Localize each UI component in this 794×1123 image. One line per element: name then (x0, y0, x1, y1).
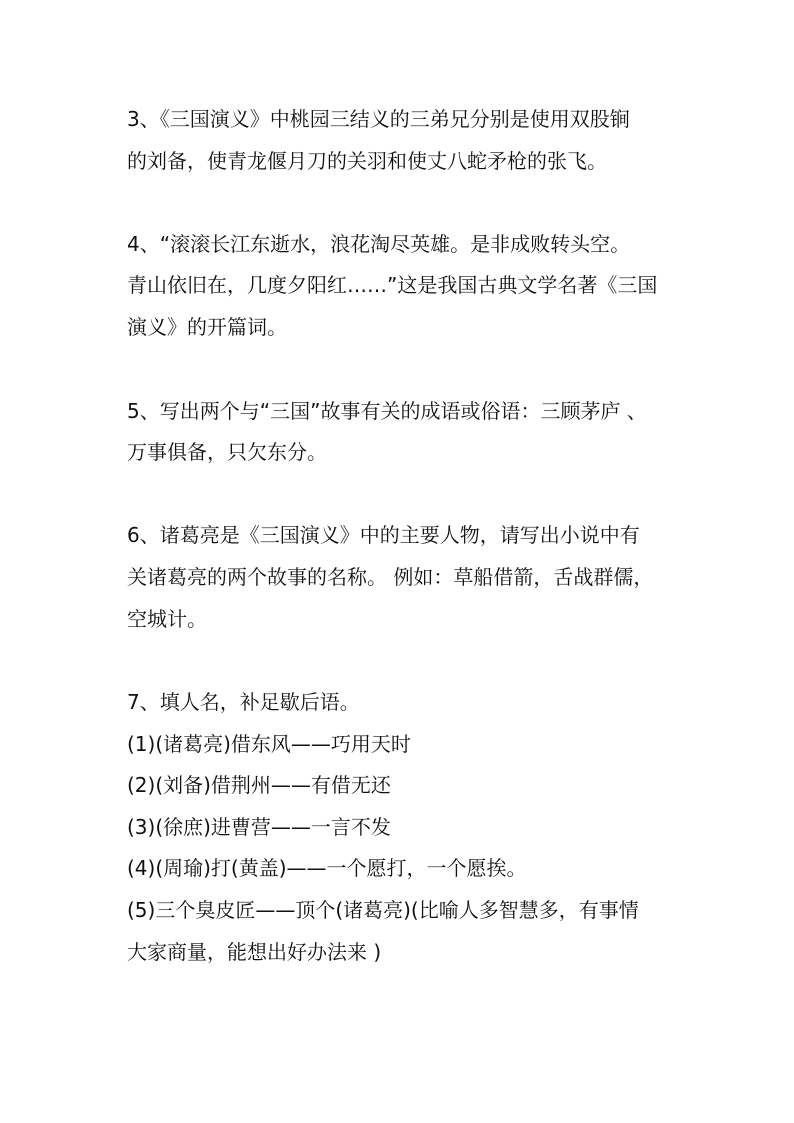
q3-line-2: 的刘备，使青龙偃月刀的关羽和使丈八蛇矛枪的张飞。 (127, 149, 607, 173)
q7-item-3: (3)(徐庶)进曹营——一言不发 (127, 815, 391, 839)
q7-heading: 7、填人名，补足歇后语。 (127, 690, 360, 714)
q6-line-1: 6、诸葛亮是《三国演义》中的主要人物，请写出小说中有 (127, 523, 640, 547)
q7-item-5: (5)三个臭皮匠——顶个(诸葛亮)(比喻人多智慧多，有事情 (127, 898, 639, 922)
q4-line-3: 演义》的开篇词。 (127, 315, 287, 339)
q3-line-1: 3、《三国演义》中桃园三结义的三弟兄分别是使用双股锏 (127, 107, 630, 131)
q4-line-2: 青山依旧在，几度夕阳红……”这是我国古典文学名著《三国 (127, 273, 658, 297)
q7-item-4: (4)(周瑜)打(黄盖)——一个愿打，一个愿挨。 (127, 856, 527, 880)
q5-line-1: 5、写出两个与“三国”故事有关的成语或俗语：三顾茅庐 、 (127, 399, 647, 423)
q7-item-5-continued: 大家商量，能想出好办法来 ) (127, 940, 382, 964)
q7-item-2: (2)(刘备)借荆州——有借无还 (127, 773, 391, 797)
q4-line-1: 4、“滚滚长江东逝水，浪花淘尽英雄。是非成败转头空。 (127, 232, 631, 256)
q6-line-2: 关诸葛亮的两个故事的名称。 例如：草船借箭，舌战群儒， (127, 565, 654, 589)
q7-item-1: (1)(诸葛亮)借东风——巧用天时 (127, 732, 411, 756)
q6-line-3: 空城计。 (127, 607, 207, 631)
q5-line-2: 万事俱备，只欠东分。 (127, 440, 327, 464)
